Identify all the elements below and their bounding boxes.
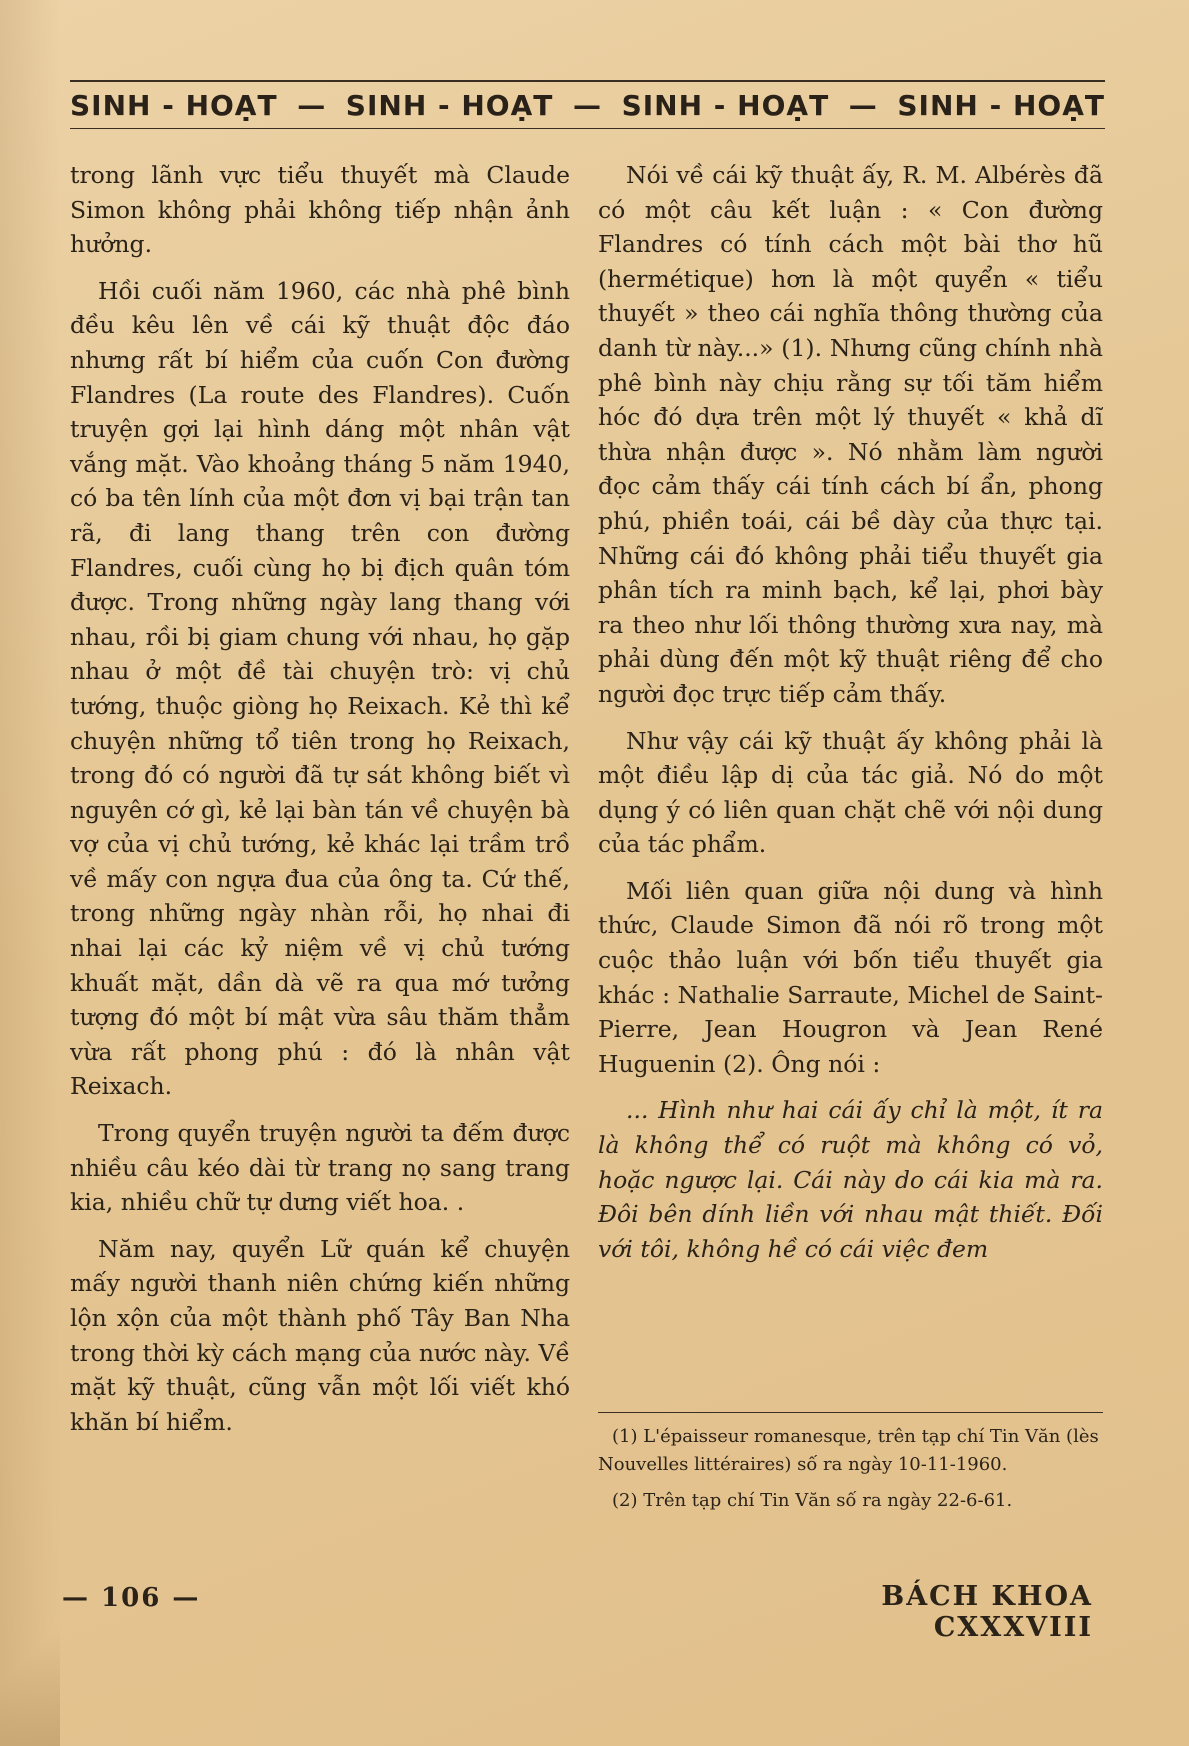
quote-paragraph: ... Hình như hai cái ấy chỉ là một, ít ra là không thể có ruột mà không có vỏ, hoặc ngược lại. Cái này do cái kia mà ra. Đôi bên dính liền với nhau mật thiết. Đối với tôi, không hề có cái việc đem [598,1096,1103,1263]
page-number: — 106 — [62,1583,201,1613]
running-header [70,84,1105,126]
footnote-2: (2) Trên tạp chí Tin Văn số ra ngày 22-6-61. [612,1490,1013,1511]
header-rule-top [70,80,1105,82]
footnote-1: (1) L'épaisseur romanesque, trên tạp chí Tin Văn (lès Nouvelles littéraires) số ra ngày 10-11-1960. [598,1426,1099,1475]
paragraph: Trong quyển truyện người ta đếm được nhiều câu kéo dài từ trang nọ sang trang kia, nhiều chữ tự dưng viết hoa. . [70,1119,570,1217]
header-section-4: SINH - HOẠT [897,88,1105,122]
paragraph: Như vậy cái kỹ thuật ấy không phải là một điều lập dị của tác giả. Nó do một dụng ý có liên quan chặt chẽ với nội dung của tác phẩm. [598,726,1103,859]
header-section-1: SINH - HOẠT [70,88,278,122]
paragraph: Năm nay, quyển Lữ quán kể chuyện mấy người thanh niên chứng kiến những lộn xộn của một thành phố Tây Ban Nha trong thời kỳ cách mạng của nước này. Về mặt kỹ thuật, cũng vẫn một lối viết khó khăn bí hiểm. [70,1234,570,1436]
footnotes [598,1412,1103,1523]
right-column [598,158,1103,1278]
header-dash-2: — [572,88,602,122]
header-section-3: SINH - HOẠT [621,88,830,122]
header-dash-1: — [297,88,327,122]
header-dash-3: — [848,88,878,122]
journal-footer: BÁCH KHOA CXXXVIII [881,1581,1093,1643]
paragraph: Nói về cái kỹ thuật ấy, R. M. Albérès đã có một câu kết luận : « Con đường Flandres có tính cách một bài thơ hũ (hermétique) hơn là một quyển « tiểu thuyết » theo cái nghĩa thông thường của danh từ này...» (1). Nhưng cũng chính nhà phê bình này chịu rằng sự tối tăm hiểm hóc đó dựa trên một lý thuyết « khả dĩ thừa nhận được ». Nó nhằm làm người đọc cảm thấy cái tính cách bí ẩn, phong phú, phiền toái, cái bề dày của thực tại. Những cái đó không phải tiểu thuyết gia phân tích ra minh bạch, kể lại, phơi bày ra theo như lối thông thường xưa nay, mà phải dùng đến một kỹ thuật riêng để cho người đọc trực tiếp cảm thấy. [598,161,1103,708]
header-rule-bottom [70,128,1105,129]
left-column [70,158,570,1451]
header-section-2: SINH - HOẠT [345,88,554,122]
paragraph: trong lãnh vực tiểu thuyết mà Claude Simon không phải không tiếp nhận ảnh hưởng. [70,161,570,259]
paragraph: Hồi cuối năm 1960, các nhà phê bình đều kêu lên về cái kỹ thuật độc đáo nhưng rất bí hiểm của cuốn Con đường Flandres (La route des Flandres). Cuốn truyện gợi lại hình dáng một nhân vật vắng mặt. Vào khoảng tháng 5 năm 1940, có ba tên lính của một đơn vị bại trận tan rã, đi lang thang trên con đường Flandres, cuối cùng họ bị địch quân tóm được. Trong những ngày lang thang với nhau, rồi bị giam chung với nhau, họ gặp nhau ở một đề tài chuyện trò: vị chủ tướng, thuộc giòng họ Reixach. Kẻ thì kể chuyện những tổ tiên trong họ Reixach, trong đó có người đã tự sát không biết vì nguyên cớ gì, kẻ lại bàn tán về chuyện bà vợ của vị chủ tướng, kẻ khác lại trầm trồ về mấy con ngựa đua của ông ta. Cứ thế, trong những ngày nhàn rỗi, họ nhai đi nhai lại các kỷ niệm về vị chủ tướng khuất mặt, dần dà vẽ ra qua mớ tưởng tượng đó một bí mật vừa sâu thăm thẳm vừa rất phong phú : đó là nhân vật Reixach. [70,276,570,1101]
paragraph: Mối liên quan giữa nội dung và hình thức, Claude Simon đã nói rõ trong một cuộc thảo luận với bốn tiểu thuyết gia khác : Nathalie Sarraute, Michel de Saint-Pierre, Jean Hougron và Jean René Huguenin (2). Ông nói : [598,876,1103,1078]
page-corner-wear [0,1606,60,1746]
